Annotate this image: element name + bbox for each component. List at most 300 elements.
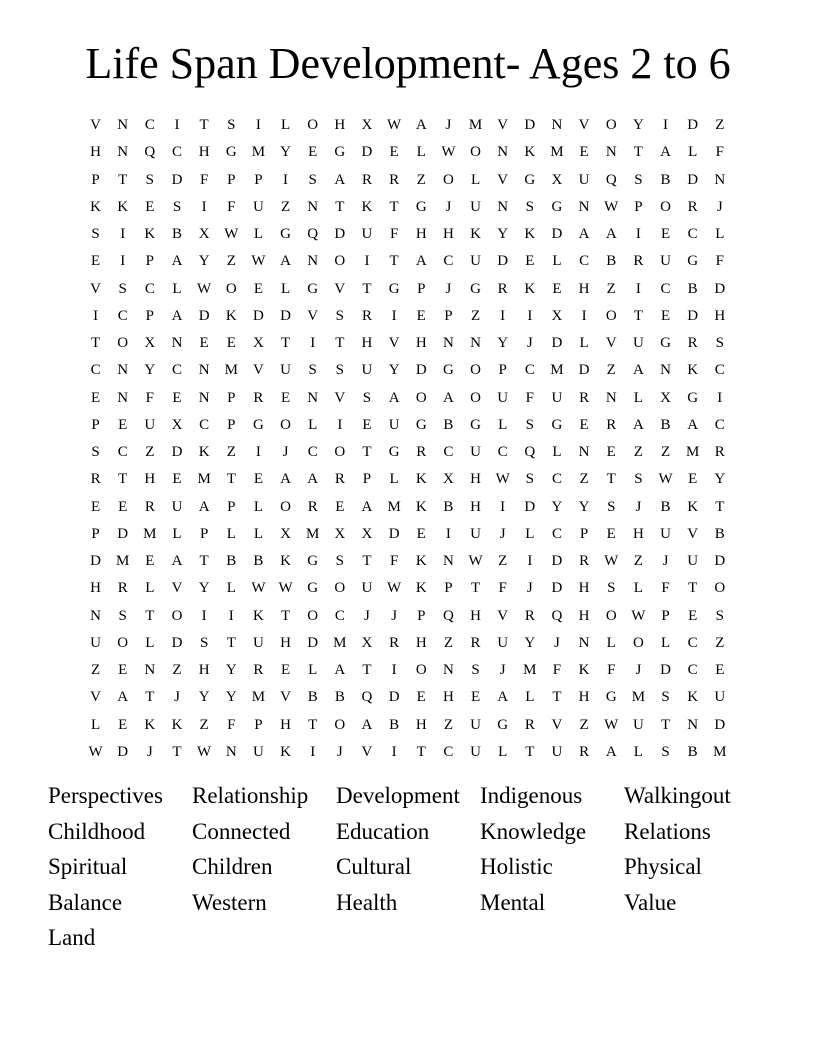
grid-cell[interactable]: H	[334, 117, 346, 133]
grid-cell[interactable]: R	[90, 471, 101, 488]
grid-cell[interactable]: B	[307, 689, 318, 706]
grid-cell[interactable]: I	[500, 498, 506, 515]
grid-cell[interactable]: I	[445, 525, 451, 542]
grid-cell[interactable]: S	[634, 471, 643, 488]
grid-cell[interactable]: R	[253, 662, 264, 678]
grid-cell[interactable]: T	[715, 498, 725, 515]
grid-cell[interactable]: A	[687, 416, 699, 433]
grid-cell[interactable]: T	[145, 689, 155, 706]
grid-cell[interactable]: L	[633, 743, 643, 760]
grid-cell[interactable]: S	[471, 662, 480, 678]
grid-cell[interactable]: O	[714, 580, 726, 597]
grid-cell[interactable]: N	[117, 117, 129, 133]
grid-cell[interactable]: Y	[497, 335, 509, 351]
grid-cell[interactable]: P	[444, 307, 453, 324]
grid-cell[interactable]: D	[171, 444, 183, 460]
grid-cell[interactable]: X	[198, 226, 210, 242]
grid-cell[interactable]: R	[579, 389, 590, 406]
grid-cell[interactable]: U	[470, 525, 481, 542]
grid-cell[interactable]: D	[252, 307, 264, 324]
grid-cell[interactable]: L	[498, 743, 508, 760]
grid-cell[interactable]: K	[687, 362, 699, 379]
grid-cell[interactable]: C	[307, 444, 318, 460]
grid-cell[interactable]: U	[361, 362, 373, 379]
grid-cell[interactable]: L	[498, 416, 508, 433]
grid-cell[interactable]: K	[415, 580, 427, 597]
grid-cell[interactable]: L	[525, 689, 535, 706]
grid-cell[interactable]: C	[524, 362, 535, 379]
grid-cell[interactable]: G	[687, 389, 699, 406]
grid-cell[interactable]: E	[172, 471, 182, 488]
grid-cell[interactable]: U	[144, 416, 156, 433]
grid-cell[interactable]: X	[660, 389, 671, 406]
grid-cell[interactable]: T	[118, 171, 128, 188]
grid-cell[interactable]: S	[525, 471, 534, 488]
grid-cell[interactable]: Z	[443, 716, 453, 733]
grid-cell[interactable]: D	[361, 144, 373, 161]
grid-cell[interactable]: J	[445, 117, 452, 133]
grid-cell[interactable]: O	[171, 607, 183, 624]
grid-cell[interactable]: F	[227, 198, 236, 215]
grid-cell[interactable]: J	[716, 198, 723, 215]
grid-cell[interactable]: K	[415, 471, 427, 488]
grid-cell[interactable]: R	[714, 444, 725, 460]
grid-cell[interactable]: U	[361, 580, 373, 597]
grid-cell[interactable]: J	[526, 580, 533, 597]
grid-cell[interactable]: Y	[714, 471, 726, 488]
grid-cell[interactable]: Z	[715, 117, 725, 133]
grid-cell[interactable]: N	[442, 335, 454, 351]
grid-cell[interactable]: E	[118, 716, 128, 733]
grid-cell[interactable]: K	[524, 144, 536, 161]
grid-cell[interactable]: W	[387, 117, 402, 133]
grid-cell[interactable]: B	[714, 525, 725, 542]
grid-cell[interactable]: O	[117, 335, 129, 351]
grid-cell[interactable]: V	[497, 607, 509, 624]
grid-cell[interactable]: I	[500, 307, 506, 324]
grid-cell[interactable]: R	[497, 280, 508, 297]
grid-cell[interactable]: S	[145, 171, 155, 188]
grid-cell[interactable]: U	[660, 525, 671, 542]
grid-cell[interactable]: E	[606, 525, 616, 542]
grid-cell[interactable]: R	[253, 389, 264, 406]
grid-cell[interactable]: Z	[715, 634, 725, 651]
grid-cell[interactable]: L	[90, 716, 101, 733]
grid-cell[interactable]: P	[199, 525, 209, 542]
grid-cell[interactable]: C	[443, 444, 454, 460]
grid-cell[interactable]: L	[172, 280, 182, 297]
grid-cell[interactable]: L	[280, 280, 291, 297]
grid-cell[interactable]: H	[442, 689, 454, 706]
grid-cell[interactable]: L	[226, 580, 236, 597]
grid-cell[interactable]: V	[280, 689, 291, 706]
grid-cell[interactable]: P	[227, 171, 236, 188]
grid-cell[interactable]: M	[468, 117, 483, 133]
grid-cell[interactable]: H	[470, 498, 481, 515]
grid-cell[interactable]: N	[578, 444, 590, 460]
grid-cell[interactable]: A	[442, 389, 454, 406]
grid-cell[interactable]: T	[389, 198, 399, 215]
grid-cell[interactable]: K	[225, 307, 237, 324]
grid-cell[interactable]: E	[416, 307, 426, 324]
grid-cell[interactable]: R	[524, 716, 535, 733]
grid-cell[interactable]: I	[120, 226, 126, 242]
grid-cell[interactable]: C	[579, 253, 590, 270]
grid-cell[interactable]: W	[251, 253, 266, 270]
grid-cell[interactable]: S	[661, 689, 670, 706]
grid-cell[interactable]: U	[551, 389, 563, 406]
grid-cell[interactable]: D	[714, 553, 726, 569]
grid-cell[interactable]: N	[687, 716, 699, 733]
grid-cell[interactable]: R	[361, 307, 372, 324]
grid-cell[interactable]: Z	[443, 634, 453, 651]
grid-cell[interactable]: B	[660, 498, 671, 515]
grid-cell[interactable]: C	[117, 307, 128, 324]
grid-cell[interactable]: O	[334, 444, 346, 460]
grid-cell[interactable]: Z	[633, 553, 643, 569]
grid-cell[interactable]: T	[633, 144, 643, 161]
grid-cell[interactable]: G	[470, 416, 481, 433]
grid-cell[interactable]: O	[117, 634, 129, 651]
grid-cell[interactable]: S	[118, 280, 127, 297]
grid-cell[interactable]: L	[470, 171, 481, 188]
grid-cell[interactable]: S	[525, 416, 534, 433]
grid-cell[interactable]: K	[144, 716, 156, 733]
grid-cell[interactable]: H	[415, 226, 427, 242]
grid-cell[interactable]: W	[88, 743, 103, 760]
grid-cell[interactable]: M	[333, 634, 347, 651]
letter-grid[interactable]	[82, 112, 733, 766]
grid-cell[interactable]: J	[336, 743, 343, 760]
grid-cell[interactable]: R	[470, 634, 481, 651]
grid-cell[interactable]: N	[117, 144, 129, 161]
grid-cell[interactable]: U	[470, 444, 481, 460]
grid-cell[interactable]: A	[415, 117, 427, 133]
grid-cell[interactable]: C	[144, 117, 155, 133]
grid-cell[interactable]: A	[307, 471, 319, 488]
grid-cell[interactable]: O	[660, 198, 671, 215]
grid-cell[interactable]: Z	[606, 280, 616, 297]
grid-cell[interactable]: K	[415, 498, 427, 515]
grid-cell[interactable]: V	[334, 389, 346, 406]
grid-cell[interactable]: E	[688, 471, 698, 488]
grid-cell[interactable]: Y	[388, 362, 400, 379]
grid-cell[interactable]: O	[415, 389, 427, 406]
grid-cell[interactable]: C	[90, 362, 101, 379]
grid-cell[interactable]: V	[252, 362, 264, 379]
grid-cell[interactable]: E	[525, 253, 535, 270]
grid-cell[interactable]: D	[198, 307, 210, 324]
grid-cell[interactable]: A	[171, 307, 183, 324]
grid-cell[interactable]: K	[687, 498, 699, 515]
grid-cell[interactable]: T	[416, 743, 426, 760]
grid-cell[interactable]: T	[552, 689, 562, 706]
grid-cell[interactable]: R	[389, 171, 400, 188]
grid-cell[interactable]: R	[307, 498, 318, 515]
grid-cell[interactable]: J	[174, 689, 180, 706]
grid-cell[interactable]: N	[117, 362, 129, 379]
grid-cell[interactable]: C	[497, 444, 508, 460]
grid-cell[interactable]: T	[280, 607, 291, 624]
grid-cell[interactable]: G	[388, 280, 400, 297]
grid-cell[interactable]: J	[635, 662, 642, 678]
grid-cell[interactable]: M	[116, 553, 130, 569]
grid-cell[interactable]: H	[578, 280, 590, 297]
grid-cell[interactable]: N	[171, 335, 183, 351]
grid-cell[interactable]: L	[688, 144, 698, 161]
grid-cell[interactable]: H	[280, 716, 291, 733]
grid-cell[interactable]: A	[280, 471, 291, 488]
grid-cell[interactable]: T	[226, 634, 236, 651]
grid-cell[interactable]: A	[361, 498, 373, 515]
grid-cell[interactable]: O	[605, 117, 617, 133]
grid-cell[interactable]: W	[604, 553, 619, 569]
grid-cell[interactable]: N	[198, 362, 210, 379]
grid-cell[interactable]: S	[607, 580, 616, 597]
grid-cell[interactable]: N	[578, 634, 590, 651]
grid-cell[interactable]: W	[468, 553, 483, 569]
grid-cell[interactable]: D	[497, 253, 509, 270]
grid-cell[interactable]: Y	[280, 144, 291, 161]
grid-cell[interactable]: Y	[198, 253, 210, 270]
grid-cell[interactable]: P	[444, 580, 453, 597]
grid-cell[interactable]: F	[498, 580, 507, 597]
grid-cell[interactable]: G	[307, 280, 319, 297]
grid-cell[interactable]: F	[552, 662, 562, 678]
grid-cell[interactable]: M	[550, 144, 564, 161]
grid-cell[interactable]: S	[118, 607, 127, 624]
grid-cell[interactable]: S	[335, 362, 344, 379]
grid-cell[interactable]: X	[144, 335, 156, 351]
grid-cell[interactable]: C	[687, 662, 698, 678]
grid-cell[interactable]: M	[631, 689, 646, 706]
grid-cell[interactable]: X	[280, 525, 291, 542]
grid-cell[interactable]: A	[334, 171, 346, 188]
grid-cell[interactable]: K	[280, 743, 291, 760]
grid-cell[interactable]: O	[334, 716, 346, 733]
grid-cell[interactable]: K	[144, 226, 156, 242]
grid-cell[interactable]: L	[145, 580, 155, 597]
grid-cell[interactable]: E	[688, 607, 698, 624]
grid-cell[interactable]: O	[307, 607, 319, 624]
grid-cell[interactable]: P	[145, 307, 155, 324]
grid-cell[interactable]: P	[254, 716, 263, 733]
grid-cell[interactable]: L	[308, 416, 318, 433]
grid-cell[interactable]: M	[251, 689, 266, 706]
grid-cell[interactable]: Z	[498, 553, 508, 569]
grid-cell[interactable]: G	[687, 253, 699, 270]
grid-cell[interactable]: D	[714, 280, 726, 297]
grid-cell[interactable]: S	[172, 198, 182, 215]
grid-cell[interactable]: M	[251, 144, 266, 161]
grid-cell[interactable]: W	[631, 607, 646, 624]
grid-cell[interactable]: E	[416, 525, 426, 542]
grid-cell[interactable]: I	[391, 662, 397, 678]
grid-cell[interactable]: L	[145, 634, 155, 651]
grid-cell[interactable]: B	[660, 416, 671, 433]
grid-cell[interactable]: E	[118, 498, 128, 515]
grid-cell[interactable]: W	[604, 198, 619, 215]
grid-cell[interactable]: E	[335, 498, 345, 515]
grid-cell[interactable]: Y	[144, 362, 156, 379]
grid-cell[interactable]: W	[197, 743, 212, 760]
grid-cell[interactable]: M	[685, 444, 700, 460]
grid-cell[interactable]: K	[470, 226, 481, 242]
grid-cell[interactable]: U	[361, 226, 373, 242]
grid-cell[interactable]: O	[442, 171, 454, 188]
grid-cell[interactable]: T	[199, 117, 209, 133]
grid-cell[interactable]: G	[334, 144, 346, 161]
grid-cell[interactable]: I	[310, 335, 316, 351]
grid-cell[interactable]: P	[91, 416, 100, 433]
grid-cell[interactable]: D	[578, 362, 590, 379]
grid-cell[interactable]: G	[307, 553, 319, 569]
grid-cell[interactable]: V	[687, 525, 699, 542]
grid-cell[interactable]: T	[362, 553, 372, 569]
grid-cell[interactable]: N	[307, 389, 319, 406]
grid-cell[interactable]: K	[361, 198, 373, 215]
grid-cell[interactable]: D	[551, 226, 563, 242]
grid-cell[interactable]: V	[578, 117, 590, 133]
grid-cell[interactable]: Q	[361, 689, 373, 706]
grid-cell[interactable]: S	[634, 171, 643, 188]
grid-cell[interactable]: T	[335, 198, 345, 215]
grid-cell[interactable]: W	[604, 716, 619, 733]
grid-cell[interactable]: J	[282, 444, 289, 460]
grid-cell[interactable]: E	[579, 416, 589, 433]
grid-cell[interactable]: A	[171, 253, 183, 270]
grid-cell[interactable]: U	[388, 416, 400, 433]
grid-cell[interactable]: C	[199, 416, 210, 433]
grid-cell[interactable]: Z	[90, 662, 101, 678]
grid-cell[interactable]: L	[253, 498, 263, 515]
grid-cell[interactable]: T	[90, 335, 101, 351]
grid-cell[interactable]: H	[415, 335, 427, 351]
grid-cell[interactable]: U	[660, 253, 671, 270]
grid-cell[interactable]: T	[118, 471, 128, 488]
grid-cell[interactable]: H	[470, 607, 481, 624]
grid-cell[interactable]: J	[554, 634, 560, 651]
grid-cell[interactable]: K	[524, 226, 536, 242]
grid-cell[interactable]: Q	[442, 607, 454, 624]
grid-cell[interactable]: A	[632, 416, 644, 433]
grid-cell[interactable]: G	[470, 280, 481, 297]
grid-cell[interactable]: S	[199, 634, 209, 651]
grid-cell[interactable]: Y	[551, 498, 563, 515]
grid-cell[interactable]: N	[470, 335, 481, 351]
grid-cell[interactable]: E	[280, 662, 291, 678]
grid-cell[interactable]: H	[415, 716, 427, 733]
grid-cell[interactable]: Y	[578, 498, 590, 515]
grid-cell[interactable]: H	[470, 471, 481, 488]
grid-cell[interactable]: N	[497, 198, 509, 215]
grid-cell[interactable]: I	[174, 117, 180, 133]
grid-cell[interactable]: A	[497, 689, 509, 706]
grid-cell[interactable]: U	[687, 553, 699, 569]
grid-cell[interactable]: O	[470, 362, 481, 379]
grid-cell[interactable]: N	[90, 607, 101, 624]
grid-cell[interactable]: T	[362, 280, 372, 297]
grid-cell[interactable]: V	[497, 117, 509, 133]
grid-cell[interactable]: P	[579, 525, 589, 542]
grid-cell[interactable]: A	[388, 389, 400, 406]
grid-cell[interactable]: A	[171, 553, 183, 569]
grid-cell[interactable]: V	[551, 716, 563, 733]
grid-cell[interactable]: X	[334, 525, 346, 542]
grid-cell[interactable]: T	[633, 307, 643, 324]
grid-cell[interactable]: C	[144, 280, 155, 297]
grid-cell[interactable]: B	[687, 743, 698, 760]
grid-cell[interactable]: F	[715, 253, 724, 270]
grid-cell[interactable]: Q	[524, 444, 536, 460]
grid-cell[interactable]: N	[198, 389, 210, 406]
grid-cell[interactable]: D	[280, 307, 291, 324]
grid-cell[interactable]: E	[253, 280, 263, 297]
grid-cell[interactable]: J	[445, 198, 452, 215]
grid-cell[interactable]: U	[632, 716, 644, 733]
grid-cell[interactable]: V	[497, 171, 509, 188]
grid-cell[interactable]: T	[660, 716, 671, 733]
grid-cell[interactable]: S	[227, 117, 236, 133]
grid-cell[interactable]: O	[470, 389, 481, 406]
grid-cell[interactable]: G	[551, 198, 563, 215]
grid-cell[interactable]: Q	[605, 171, 617, 188]
grid-cell[interactable]: R	[687, 198, 698, 215]
grid-cell[interactable]: P	[91, 525, 100, 542]
grid-cell[interactable]: O	[605, 607, 617, 624]
grid-cell[interactable]: E	[118, 416, 128, 433]
grid-cell[interactable]: J	[364, 607, 370, 624]
grid-cell[interactable]: K	[252, 607, 264, 624]
grid-cell[interactable]: S	[91, 444, 100, 460]
grid-cell[interactable]: H	[198, 144, 210, 161]
grid-cell[interactable]: M	[550, 362, 564, 379]
grid-cell[interactable]: D	[551, 580, 563, 597]
grid-cell[interactable]: F	[145, 389, 155, 406]
grid-cell[interactable]: M	[387, 498, 401, 515]
grid-cell[interactable]: A	[117, 689, 129, 706]
grid-cell[interactable]: M	[523, 662, 537, 678]
grid-cell[interactable]: O	[470, 144, 481, 161]
grid-cell[interactable]: P	[91, 171, 100, 188]
grid-cell[interactable]: E	[90, 389, 101, 406]
grid-cell[interactable]: I	[635, 226, 641, 242]
grid-cell[interactable]: E	[470, 689, 481, 706]
grid-cell[interactable]: S	[715, 335, 724, 351]
grid-cell[interactable]: B	[389, 716, 400, 733]
grid-cell[interactable]: U	[280, 362, 291, 379]
grid-cell[interactable]: N	[225, 743, 237, 760]
grid-cell[interactable]: I	[391, 307, 397, 324]
grid-cell[interactable]: L	[525, 525, 535, 542]
grid-cell[interactable]: Y	[225, 662, 237, 678]
grid-cell[interactable]: J	[445, 280, 452, 297]
grid-cell[interactable]: D	[171, 634, 183, 651]
grid-cell[interactable]: B	[687, 280, 698, 297]
grid-cell[interactable]: T	[362, 662, 372, 678]
grid-cell[interactable]: J	[391, 607, 398, 624]
grid-cell[interactable]: S	[308, 171, 317, 188]
grid-cell[interactable]: P	[145, 253, 155, 270]
grid-cell[interactable]: R	[579, 743, 590, 760]
grid-cell[interactable]: O	[605, 307, 617, 324]
grid-cell[interactable]: T	[362, 444, 372, 460]
grid-cell[interactable]: L	[253, 525, 263, 542]
grid-cell[interactable]: Z	[579, 471, 589, 488]
grid-cell[interactable]: W	[658, 471, 673, 488]
grid-cell[interactable]: E	[660, 226, 671, 242]
grid-cell[interactable]: L	[172, 525, 182, 542]
